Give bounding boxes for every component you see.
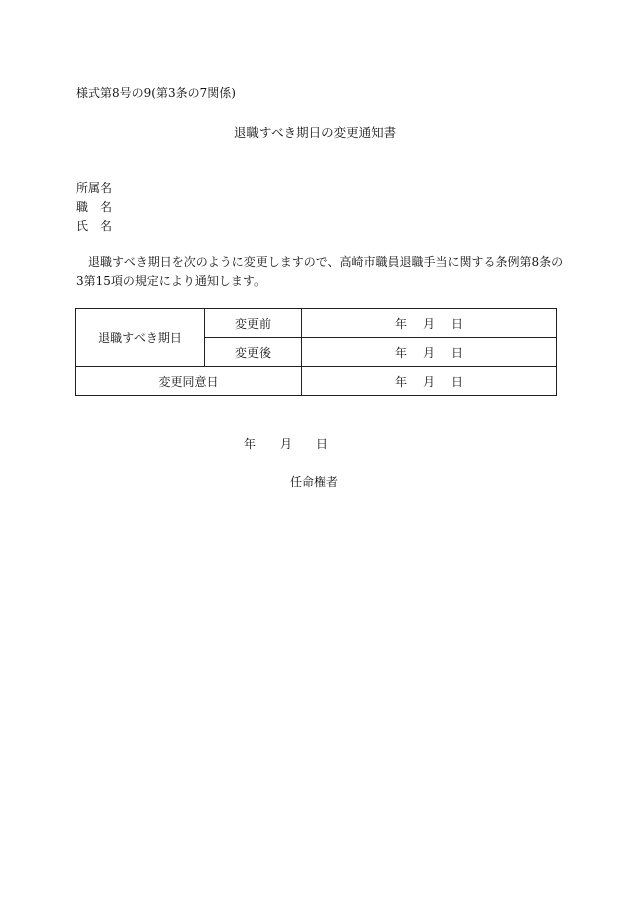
month-label: 月 (422, 374, 435, 389)
affiliation-label: 所属名 (76, 181, 113, 195)
notice-date (244, 435, 328, 452)
position-label: 職 名 (76, 200, 113, 214)
after-change-label: 変更後 (205, 338, 302, 367)
recipient-fields (76, 179, 112, 236)
name-label: 氏 名 (76, 219, 113, 233)
form-number: 様式第8号の9(第3条の7関係) (76, 86, 236, 100)
notice-year-label: 年 (244, 437, 257, 451)
notice-body-line-1: 退職すべき期日を次のように変更しますので、高崎市職員退職手当に関する条例第8条の (88, 255, 564, 269)
table-row-before (76, 309, 557, 338)
table-row-consent (76, 367, 557, 396)
retirement-date-table (75, 308, 557, 396)
month-label: 月 (422, 316, 435, 331)
day-label: 日 (451, 345, 464, 360)
notice-month-label: 月 (280, 437, 293, 451)
before-change-label: 変更前 (205, 309, 302, 338)
day-label: 日 (451, 316, 464, 331)
after-change-date (302, 338, 557, 367)
year-label: 年 (394, 345, 407, 360)
retirement-date-group-label: 退職すべき期日 (76, 309, 205, 367)
year-label: 年 (394, 374, 407, 389)
notice-body-line-2: 3第15項の規定により通知します。 (76, 274, 266, 288)
before-change-date (302, 309, 557, 338)
notice-day-label: 日 (316, 437, 329, 451)
consent-date (302, 367, 557, 396)
day-label: 日 (451, 374, 464, 389)
month-label: 月 (422, 345, 435, 360)
appointing-authority: 任命権者 (290, 475, 339, 489)
notice-body (76, 253, 564, 291)
document-title: 退職すべき期日の変更通知書 (233, 125, 397, 140)
consent-date-label: 変更同意日 (76, 367, 302, 396)
year-label: 年 (394, 316, 407, 331)
